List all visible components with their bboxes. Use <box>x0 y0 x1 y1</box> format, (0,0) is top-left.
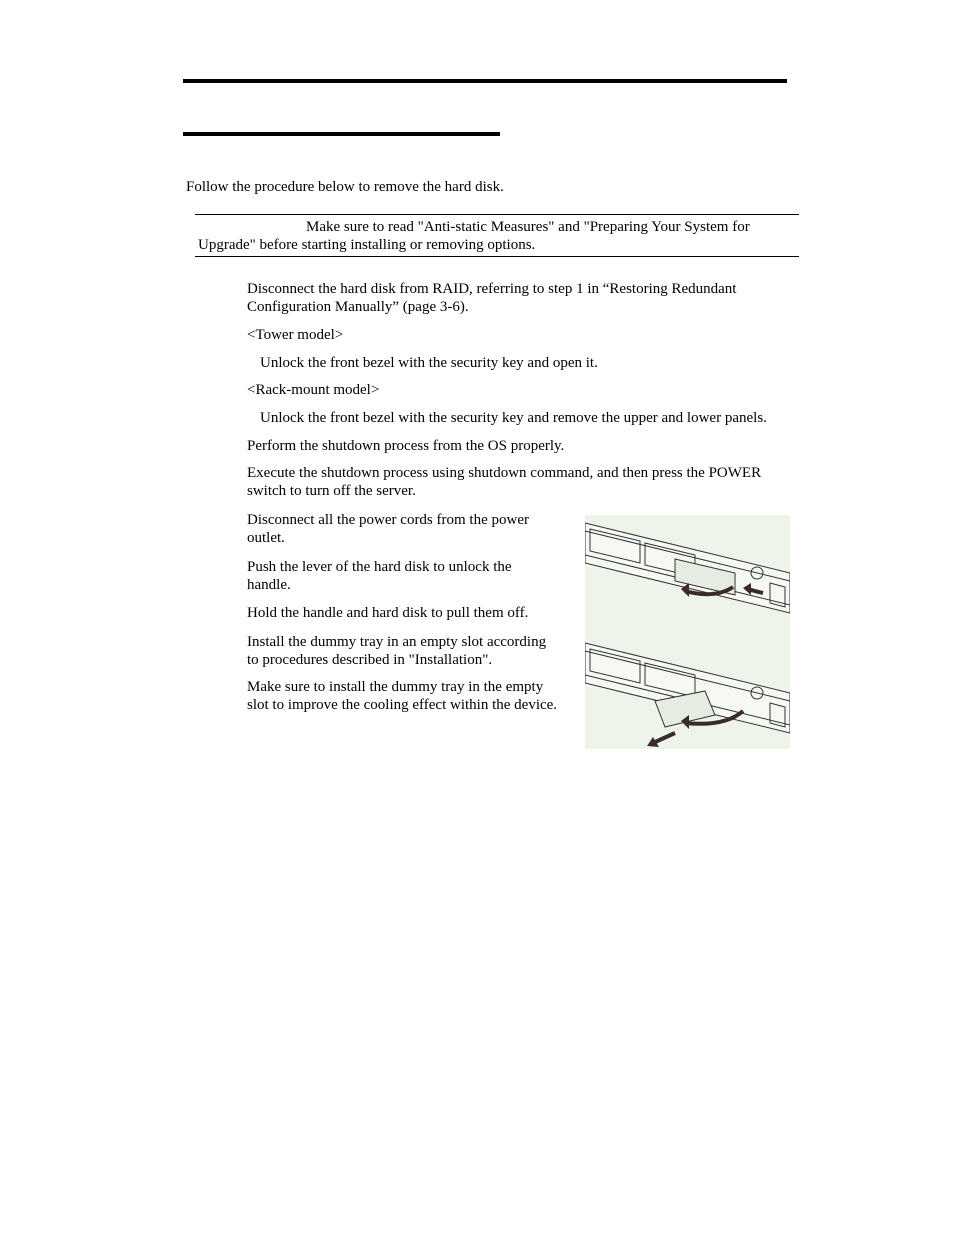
step-7-line-2: to procedures described in "Installation". <box>247 652 493 668</box>
note-bottom-rule <box>195 256 799 257</box>
step-5-line-2: handle. <box>247 577 291 593</box>
step-7-line-1: Install the dummy tray in an empty slot according <box>247 634 547 650</box>
hard-disk-removal-illustration <box>585 515 790 749</box>
step-3-note-line-1: Execute the shutdown process using shutdown command, and then press the POWER <box>247 465 762 481</box>
rack-model-label: <Rack-mount model> <box>247 382 380 398</box>
step-7-note-line-1: Make sure to install the dummy tray in the empty <box>247 679 544 695</box>
step-1-line-1: Disconnect the hard disk from RAID, referring to step 1 in “Restoring Redundant <box>247 281 737 297</box>
rack-model-text: Unlock the front bezel with the security key and remove the upper and lower panels. <box>260 410 767 426</box>
note-line-2: Upgrade" before starting installing or removing options. <box>198 237 536 253</box>
step-1-line-2: Configuration Manually” (page 3-6). <box>247 299 469 315</box>
heading-rule-top <box>183 79 787 83</box>
step-3-text: Perform the shutdown process from the OS properly. <box>247 438 565 454</box>
step-6-text: Hold the handle and hard disk to pull them off. <box>247 605 529 621</box>
tower-model-label: <Tower model> <box>247 327 344 343</box>
heading-rule-sub <box>183 132 500 136</box>
tower-model-text: Unlock the front bezel with the security key and open it. <box>260 355 598 371</box>
step-5-line-1: Push the lever of the hard disk to unlock the <box>247 559 512 575</box>
step-4-line-1: Disconnect all the power cords from the power <box>247 512 529 528</box>
note-line-1: Make sure to read "Anti-static Measures" and "Preparing Your System for <box>306 219 750 235</box>
intro-text: Follow the procedure below to remove the hard disk. <box>186 179 504 195</box>
note-top-rule <box>195 214 799 215</box>
hard-disk-removal-drawing <box>585 515 790 749</box>
step-3-note-line-2: switch to turn off the server. <box>247 483 416 499</box>
step-7-note-line-2: slot to improve the cooling effect within the device. <box>247 697 558 713</box>
step-4-line-2: outlet. <box>247 530 285 546</box>
